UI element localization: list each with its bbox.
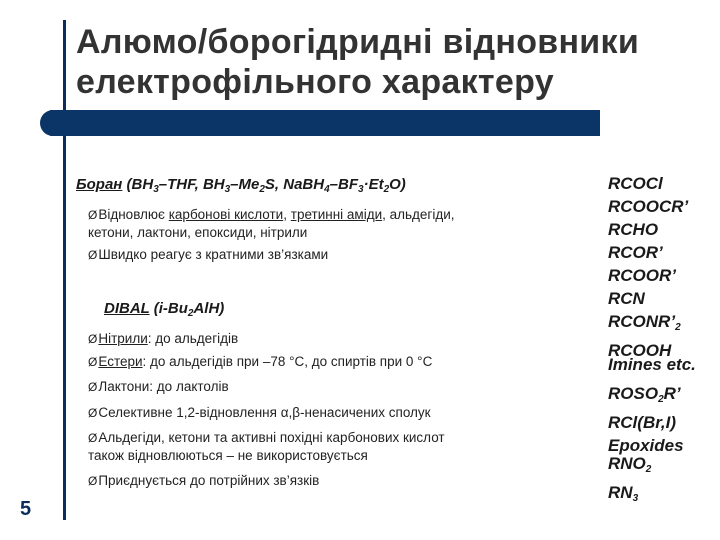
dibal-bullet-6: ØПриєднується до потрійних зв’язків <box>88 473 320 488</box>
page-number: 5 <box>20 498 32 520</box>
arrow-bullet-icon: Ø <box>88 380 98 394</box>
arrow-bullet-icon: Ø <box>88 474 98 488</box>
substrate-item: Epoxides <box>608 436 684 455</box>
bar-rounded-cap <box>40 110 100 136</box>
borane-bullet-2: ØШвидко реагує з кратними зв’язками <box>88 247 329 262</box>
substrate-item: RCOOR’ <box>608 266 676 285</box>
substrate-item: RCN <box>608 289 645 308</box>
substrate-item: $RCONR’_2$ <box>608 312 681 333</box>
borane-heading-word: Боран <box>76 176 123 193</box>
arrow-bullet-icon: Ø <box>88 248 98 262</box>
slide-title-line1: Алюмо/борогідридні відновники <box>76 23 640 61</box>
right-list-group-1 <box>608 172 688 362</box>
arrow-bullet-icon: Ø <box>88 431 98 445</box>
dibal-bullet-2: ØЕстери: до альдегідів при –78 °C, до спиртів при 0 °C <box>88 354 433 369</box>
arrow-bullet-icon: Ø <box>88 208 98 222</box>
borane-bullet-1: ØВідновлює карбонові кислоти, третинні аміди, альдегіди, кетони, лактони, епоксиди, нітрили <box>88 207 455 240</box>
substrate-item: $RNO_2$ <box>608 454 652 475</box>
arrow-bullet-icon: Ø <box>88 406 98 420</box>
right-list-imines: Imines etc. <box>608 355 696 374</box>
dibal-bullet-4: ØСелективне 1,2-відновлення α,β-ненасичених сполук <box>88 405 431 420</box>
substrate-item: $RN_3$ <box>608 483 639 504</box>
substrate-item: RCHO <box>608 220 659 239</box>
dibal-heading: DIBAL $(i-Bu_2AlH)$ <box>104 300 225 319</box>
arrow-bullet-icon: Ø <box>88 332 98 346</box>
right-list-group-3 <box>608 452 651 510</box>
dibal-bullet-1: ØНітрили: до альдегідів <box>88 331 239 346</box>
borane-heading <box>76 176 406 195</box>
arrow-bullet-icon: Ø <box>88 355 98 369</box>
borane-heading-formula: ($BH_3$–THF, $BH_3-Me_2S$, $NaBH_4-BF_3\cdot Et_2O$) <box>126 176 406 195</box>
substrate-item: RCOR’ <box>608 243 663 262</box>
slide-title <box>76 22 696 102</box>
dibal-bullet-3: ØЛактони: до лактолів <box>88 379 229 394</box>
substrate-item: RCOOCR’ <box>608 197 689 216</box>
substrate-item: RCOCl <box>608 174 663 193</box>
substrate-item: RCl(Br,I) <box>608 413 676 432</box>
substrate-item: $ROSO_2R$’ <box>608 384 681 405</box>
substrate-item: RCOOH <box>608 341 672 360</box>
title-left-rule <box>63 20 66 520</box>
slide-title-line2: електрофільного характеру <box>76 63 554 101</box>
dibal-bullet-5: ØАльдегіди, кетони та активні похідні карбонових кислот також відновлюються – не використовується <box>88 430 445 463</box>
right-list-group-2 <box>608 382 684 457</box>
